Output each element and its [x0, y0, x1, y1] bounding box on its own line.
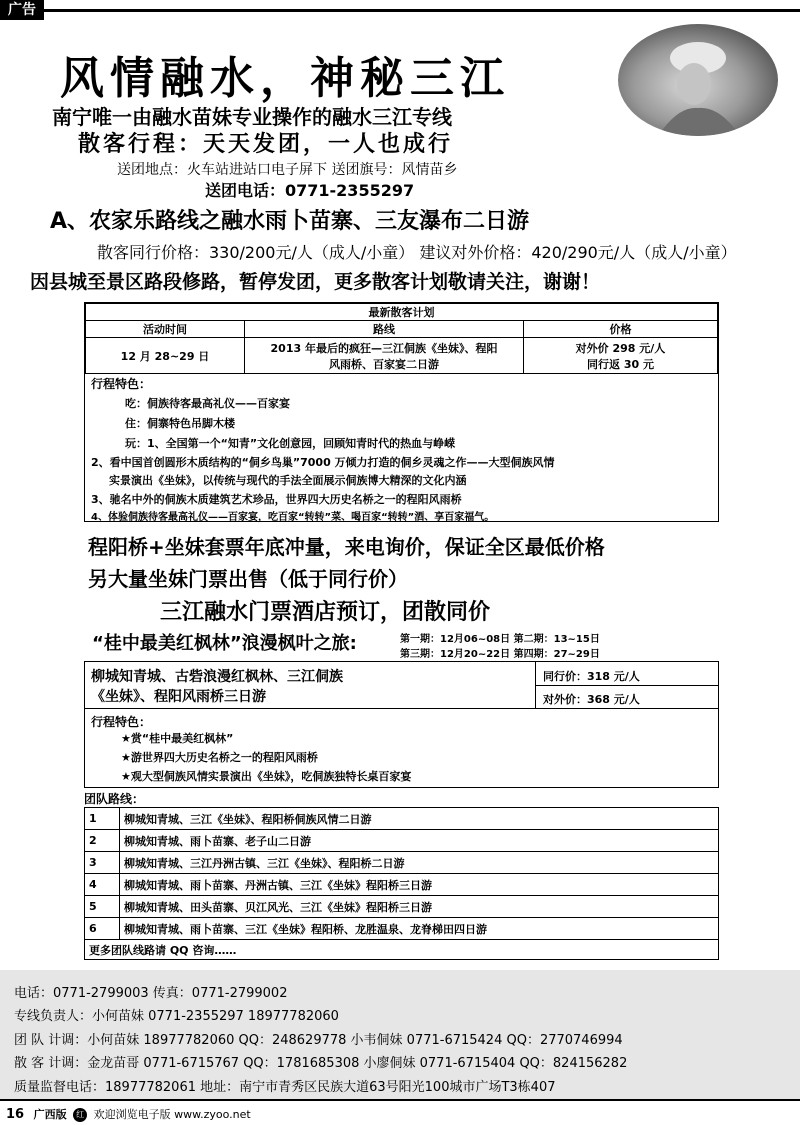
team-title: 团队路线： [84, 792, 145, 806]
plan-route-line: 风雨桥、百家宴二日游 [329, 357, 439, 371]
plan-feature: 实景演出《坐妹》，以传统与现代的手法全面展示侗族博大精深的文化内涵 [109, 474, 467, 487]
page-title: 风情融水，神秘三江 [60, 53, 510, 104]
plan-feature: 3、驰名中外的侗族木质建筑艺术珍品，世界四大历史名桥之一的程阳风雨桥 [91, 493, 462, 506]
maple-feature: ★赏“桂中最美红枫林” [121, 732, 234, 745]
promo-line: 三江融水门票酒店预订，团散同价 [160, 600, 491, 625]
plan-date: 12 月 28~29 日 [86, 338, 245, 374]
team-row-route: 柳城知青城、田头苗寨、贝江风光、三江《坐妹》程阳桥三日游 [120, 896, 719, 918]
maple-feature: ★游世界四大历史名桥之一的程阳风雨桥 [121, 751, 318, 764]
plan-header-price: 价格 [524, 321, 718, 338]
table-row [85, 852, 719, 874]
contact-line: 质量监督电话：18977782061 地址：南宁市青秀区民族大道63号阳光100城市广场T3栋407 [14, 1080, 556, 1095]
plan-price-line: 对外价 298 元/人 [575, 341, 666, 355]
plan-feature: 吃：侗族待客最高礼仪——百家宴 [125, 397, 290, 410]
table-row [85, 940, 719, 960]
plan-route-line: 2013 年最后的疯狂—三江侗族《坐妹》、程阳 [270, 341, 498, 355]
plan-feature: 2、看中国首创圆形木质结构的“侗乡鸟巢”7000 万倾力打造的侗乡灵魂之作——大型侗族风情 [91, 456, 555, 469]
team-row-no: 1 [85, 808, 120, 830]
slogan: 散客行程：天天发团，一人也成行 [78, 132, 454, 157]
maple-route-line: 《坐妹》、程阳风雨桥三日游 [91, 689, 266, 705]
plan-feature: 4、体验侗族待客最高礼仪——百家宴，吃百家“转转”菜、喝百家“转转”酒、享百家福气。 [91, 512, 495, 523]
team-row-route: 柳城知青城、三江丹洲古镇、三江《坐妹》、程阳桥二日游 [120, 852, 719, 874]
maple-period: 第一期：12月06~08日 第二期：13~15日 [400, 634, 600, 645]
route-a-title: A、农家乐路线之融水雨卜苗寨、三友瀑布二日游 [50, 209, 530, 234]
plan-header-time: 活动时间 [86, 321, 245, 338]
notice: 因县城至景区路段修路，暂停发团，更多散客计划敬请关注，谢谢！ [30, 271, 601, 293]
plan-header-route: 路线 [245, 321, 524, 338]
plan-table [85, 303, 718, 374]
team-table-wrap [84, 807, 719, 960]
ad-tag: 广告 [0, 0, 44, 20]
bottom-rule [0, 1099, 800, 1101]
plan-price [524, 338, 718, 374]
contact-line: 散 客 计调：金龙苗哥 0771-6715767 QQ：1781685308 小廖侗妹 0771-6715404 QQ：824156282 [14, 1056, 628, 1071]
logo-icon: 红 [73, 1108, 87, 1122]
plan-heading: 最新散客计划 [86, 304, 718, 321]
maple-period: 第三期：12月20~22日 第四期：27~29日 [400, 649, 600, 660]
table-row [85, 808, 719, 830]
promo-line: 程阳桥+坐妹套票年底冲量，来电询价，保证全区最低价格 [88, 535, 605, 559]
plan-features-title: 行程特色： [91, 377, 152, 391]
maple-route-cell [85, 662, 536, 709]
team-row-route: 柳城知青城、三江《坐妹》、程阳桥侗族风情二日游 [120, 808, 719, 830]
send-phone: 送团电话：0771-2355297 [205, 181, 415, 200]
page-footer [6, 1106, 251, 1122]
maple-route-line: 柳城知青城、古砦浪漫红枫林、三江侗族 [91, 669, 343, 685]
plan-route [245, 338, 524, 374]
team-row-route: 柳城知青城、雨卜苗寨、丹洲古镇、三江《坐妹》程阳桥三日游 [120, 874, 719, 896]
maple-features-title: 行程特色： [91, 715, 152, 729]
plan-feature: 住：侗寨特色吊脚木楼 [125, 417, 235, 430]
table-row [85, 918, 719, 940]
maple-box [84, 661, 719, 788]
team-row-route: 柳城知青城、雨卜苗寨、三江《坐妹》程阳桥、龙胜温泉、龙脊梯田四日游 [120, 918, 719, 940]
plan-feature: 玩：1、全国第一个“知青”文化创意园，回顾知青时代的热血与峥嵘 [125, 437, 456, 450]
top-rule [44, 9, 800, 12]
team-row-no: 3 [85, 852, 120, 874]
subtitle: 南宁唯一由融水苗妹专业操作的融水三江专线 [52, 105, 452, 129]
meeting-info: 送团地点：火车站进站口电子屏下 送团旗号：风情苗乡 [117, 162, 458, 178]
contact-line: 专线负责人：小何苗妹 0771-2355297 18977782060 [14, 1009, 339, 1024]
maple-price: 对外价：368 元/人 [543, 693, 640, 706]
team-table [84, 807, 719, 960]
maple-price-cell [535, 685, 718, 709]
plan-price-line: 同行返 30 元 [587, 357, 654, 371]
footer-text: 欢迎浏览电子版 www.zyoo.net [93, 1108, 251, 1121]
team-row-no: 4 [85, 874, 120, 896]
page-number: 16 [6, 1107, 25, 1122]
team-row-route: 柳城知青城、雨卜苗寨、老子山二日游 [120, 830, 719, 852]
plan-box [84, 302, 719, 522]
team-row-no: 5 [85, 896, 120, 918]
maple-title: “桂中最美红枫林”浪漫枫叶之旅: [92, 633, 357, 654]
route-a-price: 散客同行价格：330/200元/人（成人/小童） 建议对外价格：420/290元/人（成人/小童） [97, 243, 737, 262]
maple-price: 同行价：318 元/人 [543, 670, 640, 683]
contact-line: 团 队 计调：小何苗妹 18977782060 QQ：248629778 小韦侗妹 0771-6715424 QQ：2770746994 [14, 1033, 623, 1048]
team-row-no: 2 [85, 830, 120, 852]
table-row [85, 830, 719, 852]
miao-girl-portrait [618, 24, 778, 136]
portrait-illustration [618, 24, 778, 136]
maple-price-cell [535, 662, 718, 686]
maple-feature: ★观大型侗族风情实景演出《坐妹》，吃侗族独特长桌百家宴 [121, 770, 412, 783]
contact-line: 电话：0771-2799003 传真：0771-2799002 [14, 986, 288, 1001]
edition-label: 广西版 [33, 1108, 67, 1121]
promo-line: 另大量坐妹门票出售（低于同行价） [88, 567, 408, 591]
table-row [85, 896, 719, 918]
team-row-no: 6 [85, 918, 120, 940]
table-row [85, 874, 719, 896]
team-more: 更多团队线路请 QQ 咨询…… [85, 940, 719, 960]
